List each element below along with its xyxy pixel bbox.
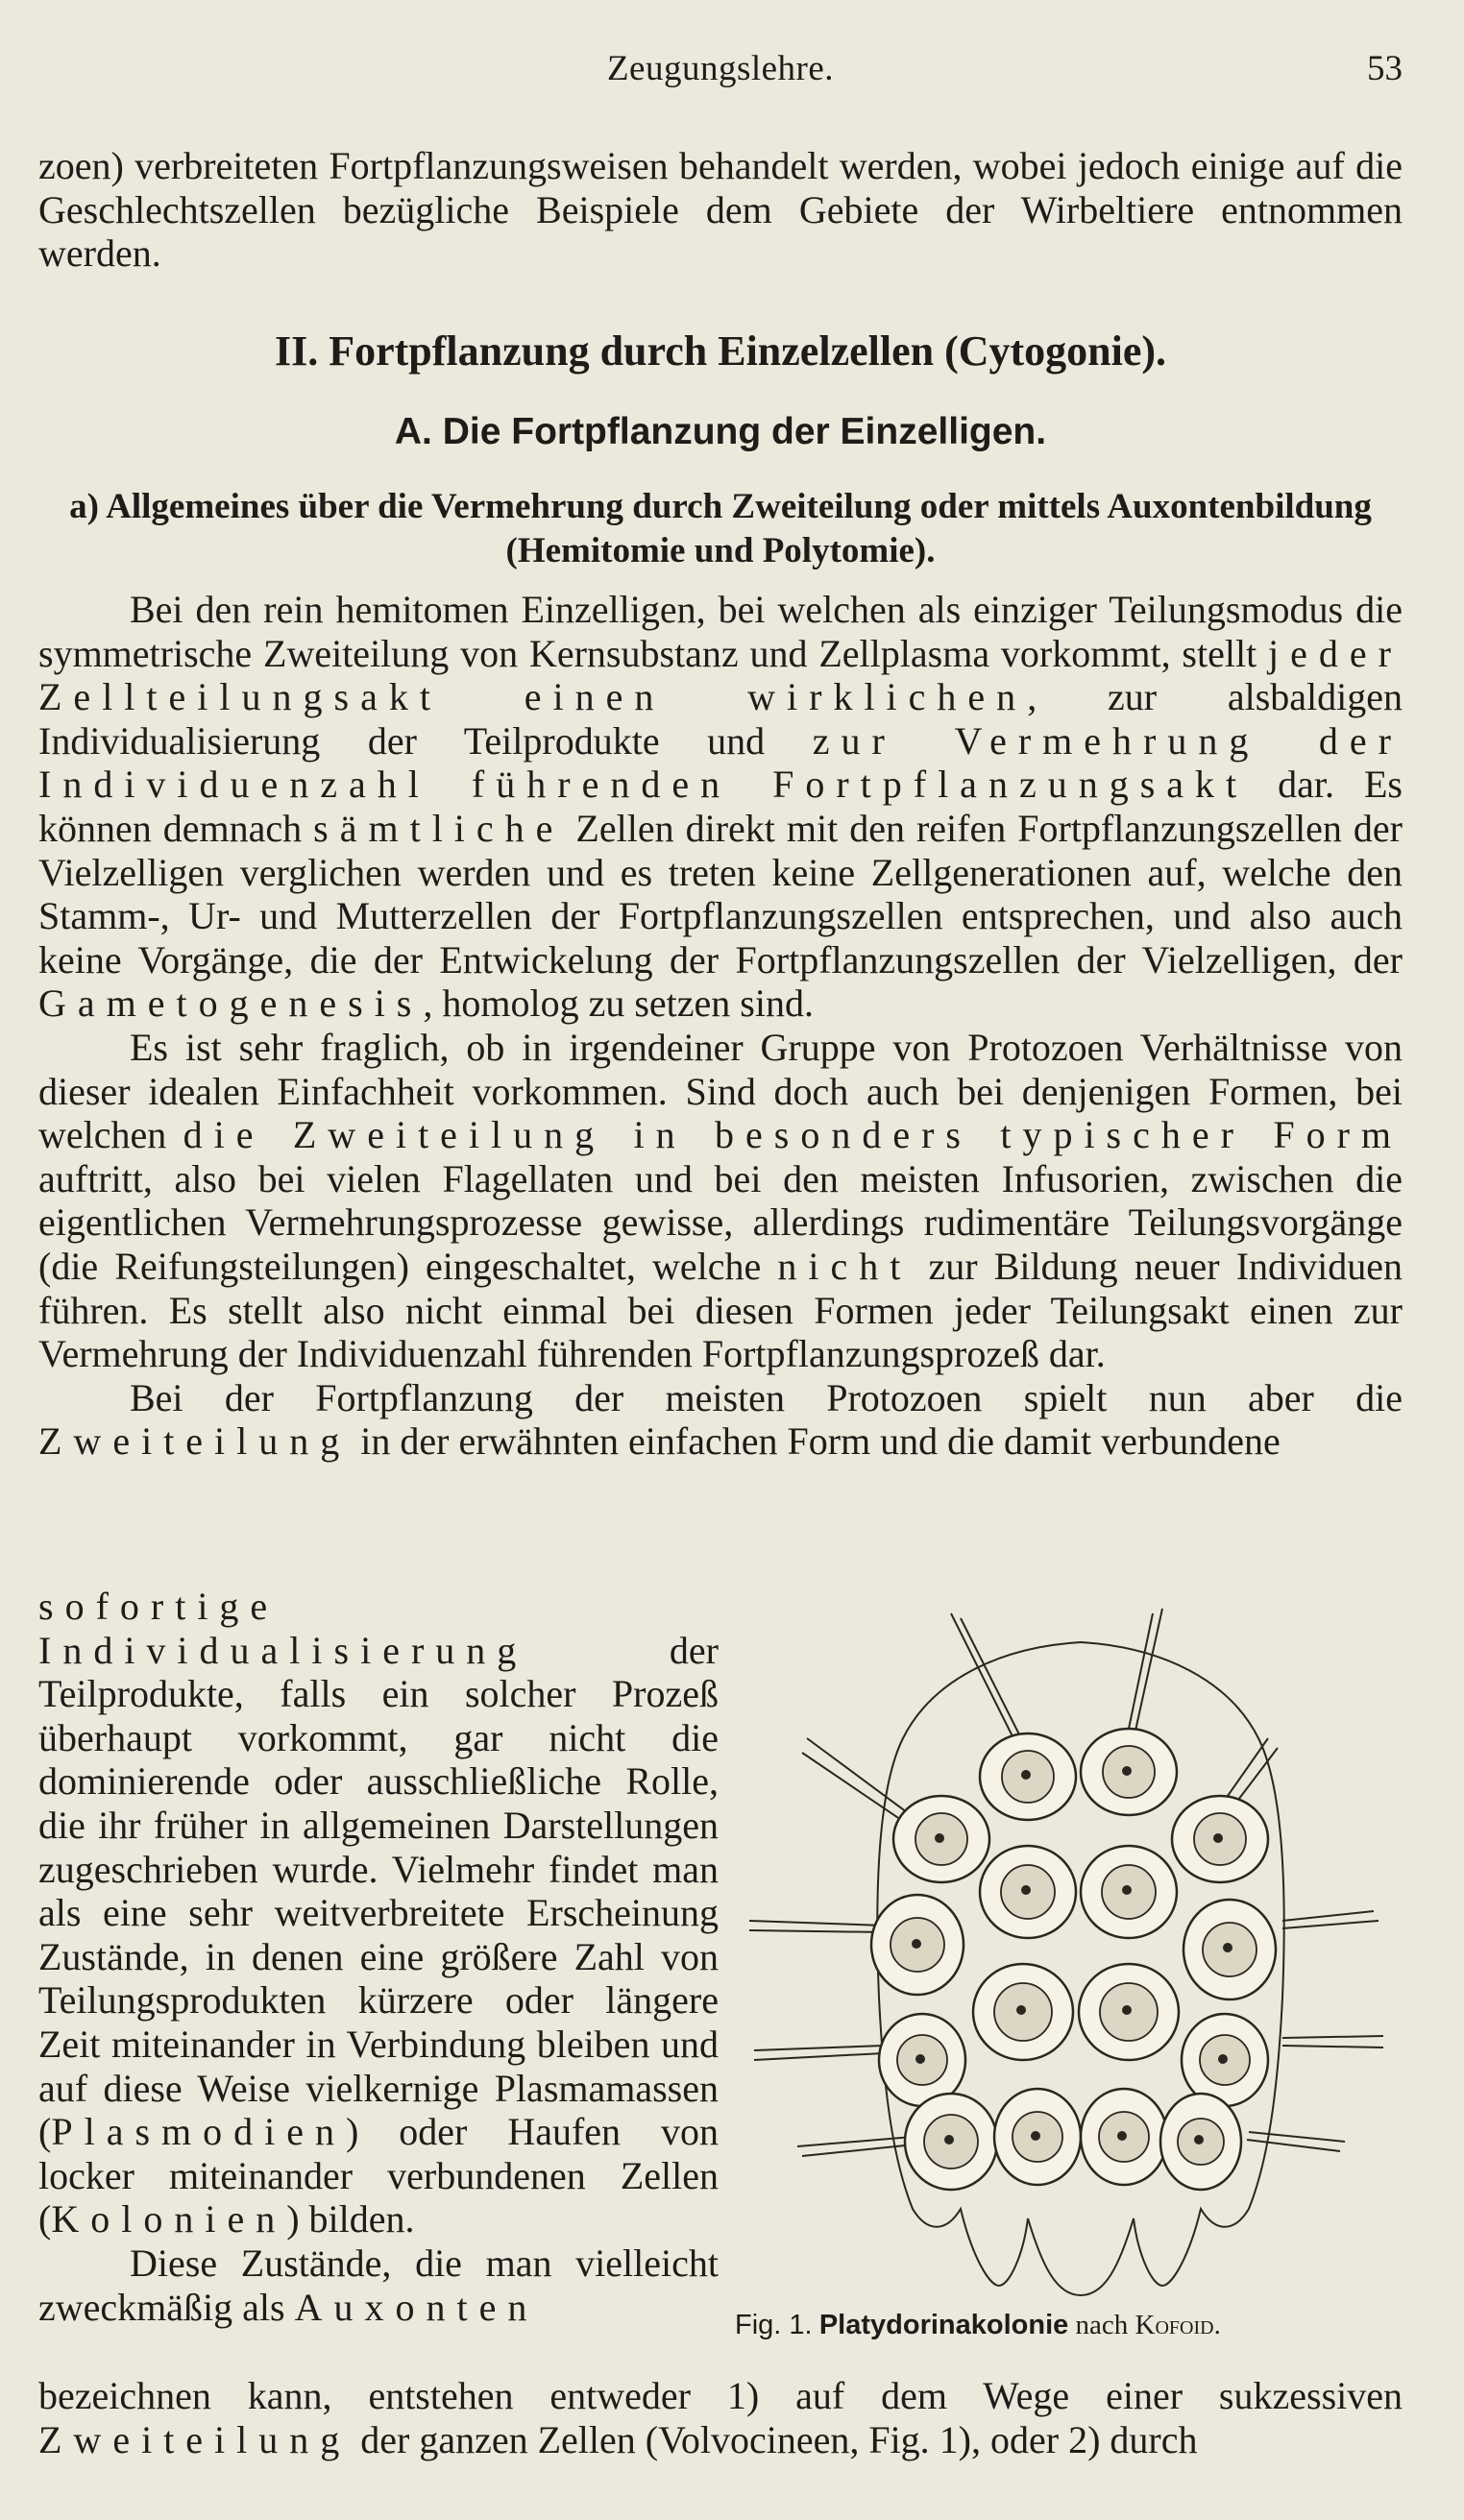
spaced-emphasis: sofortige Individualisierung <box>38 1585 528 1672</box>
figure-platydorina <box>749 1594 1412 2305</box>
spaced-emphasis: die Zweiteilung in besonders typischer Form <box>183 1113 1403 1157</box>
intro-text: zoen) verbreiteten Fortpflanzungsweisen behandelt werden, wobei jedoch einige auf die Geschlechtszellen bezügliche Beispiele dem Gebiete der Wirbeltiere entnommen werden. <box>38 144 1403 276</box>
paragraph-1: Bei den rein hemitomen Einzelligen, bei welchen als einziger Teilungsmodus die symmetrische Zweiteilung von Kernsubstanz und Zellplasma vorkommt, stellt jeder Zellteilungsakt einen wirklichen, zur alsbaldigen Individualisierung der Teilprodukte und zur Vermehrung der Individuenzahl führenden Fortpflanzungsakt dar. Es können demnach sämtliche Zellen direkt mit den reifen Fortpflanzungszellen der Vielzelligen verglichen werden und es treten keine Zellgenerationen auf, welche den Stamm-, Ur- und Mutterzellen der Fortpflanzungszellen entsprechen, und also auch keine Vorgänge, die der Entwickelung der Fortpflanzungszellen der Vielzelligen, der Gametogenesis, homolog zu setzen sind. <box>38 588 1403 1026</box>
section-heading: a) Allgemeines über die Vermehrung durch Zweiteilung oder mittels Auxontenbildung (Hemitomie und Polytomie). <box>69 487 1372 570</box>
paragraph-4-start: Diese Zustände, die man vielleicht zweckmäßig als Auxonten <box>38 2241 719 2329</box>
spaced-emphasis: jeder Zellteilungsakt einen wirklichen <box>38 631 1403 719</box>
main-text-block <box>38 588 1403 1464</box>
figure-credit-prefix: nach <box>1075 2310 1129 2340</box>
spaced-emphasis: Zweiteilung <box>38 1419 352 1464</box>
paragraph-2: Es ist sehr fraglich, ob in irgendeiner Gruppe von Protozoen Verhältnisse von dieser idealen Einfachheit vorkommen. Sind doch auch bei denjenigen Formen, bei welchen die Zweiteilung in besonders typischer Form auftritt, also bei vielen Flagellaten und bei den meisten Infusorien, zwischen die eigentlichen Vermehrungsprozesse gewisse, allerdings rudimentäre Teilungsvorgänge (die Reifungsteilungen) eingeschaltet, welche nicht zur Bildung neuer Individuen führen. Es stellt also nicht einmal bei diesen Formen jeder Teilungsakt einen zur Vermehrung der Individuenzahl führenden Fortpflanzungsprozeß dar. <box>38 1025 1403 1376</box>
intro-paragraph <box>38 144 1403 276</box>
closing-text-block <box>38 2374 1403 2461</box>
colony-illustration <box>749 1594 1412 2305</box>
figure-title: Platydorinakolonie <box>818 2310 1069 2340</box>
spaced-emphasis: nicht <box>777 1244 913 1288</box>
spaced-emphasis: Plasmodien <box>51 2110 346 2154</box>
page-number: 53 <box>1367 49 1403 88</box>
running-head: Zeugungslehre. <box>606 49 835 88</box>
spaced-emphasis: Gametogenesis <box>38 981 424 1026</box>
spaced-emphasis: sämtliche <box>313 806 565 850</box>
spaced-emphasis: Kolonien <box>51 2197 287 2241</box>
subchapter-heading: A. Die Fortpflanzung der Einzelligen. <box>394 411 1047 452</box>
spaced-emphasis: Zweiteilung <box>38 2417 352 2461</box>
page-header <box>38 48 1403 106</box>
paragraph-4-continued: bezeichnen kann, entstehen entweder 1) auf dem Wege einer sukzessiven Zweiteilung der ganzen Zellen (Volvocineen, Fig. 1), oder 2) durch <box>38 2374 1403 2461</box>
spaced-emphasis: zur Vermehrung der Individuenzahl führenden Fortpflanzungsakt <box>38 718 1403 807</box>
figure-label: Fig. 1. <box>735 2310 813 2340</box>
figure-author: Kofoid. <box>1135 2310 1221 2340</box>
paragraph-3-start: Bei der Fortpflanzung der meisten Protozoen spielt nun aber die Zweiteilung in der erwähnten einfachen Form und die damit verbundene <box>38 1375 1403 1464</box>
figure-caption <box>735 2310 1427 2341</box>
spaced-emphasis: Auxonten <box>294 2285 539 2329</box>
paragraph-3-continued: sofortige Individualisierung der Teilprodukte, falls ein solcher Prozeß überhaupt vorkommt, gar nicht die dominierende oder ausschließliche Rolle, die ihr früher in allgemeinen Darstellungen zugeschrieben wurde. Vielmehr findet man als eine sehr weitverbreitete Erscheinung Zustände, in denen eine größere Zahl von Teilungsprodukten kürzere oder längere Zeit miteinander in Verbindung bleiben und auf diese Weise vielkernige Plasmamassen (Plasmodien) oder Haufen von locker miteinander verbundenen Zellen (Kolonien) bilden. <box>38 1585 719 2241</box>
chapter-heading: II. Fortpflanzung durch Einzelzellen (Cytogonie). <box>274 327 1167 375</box>
text-beside-figure <box>38 1585 719 2329</box>
